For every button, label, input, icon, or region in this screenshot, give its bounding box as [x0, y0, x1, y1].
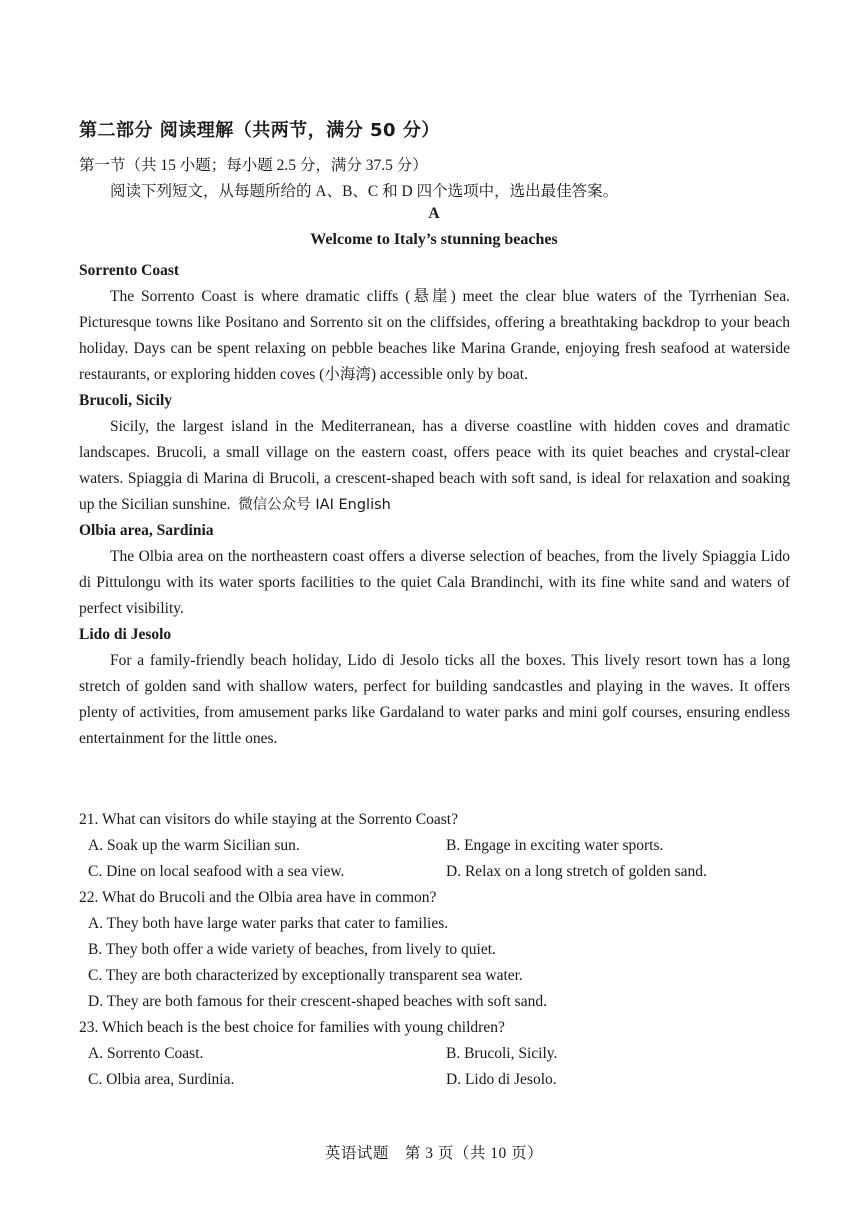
option-a: A. Soak up the warm Sicilian sun. — [88, 837, 300, 854]
part-title: 第二部分 阅读理解（共两节，满分 50 分） — [79, 120, 440, 141]
page-footer: 英语试题 第 3 页（共 10 页） — [324, 1145, 544, 1162]
passage-title: Welcome to Italy’s stunning beaches — [310, 231, 558, 248]
question-stem: 21. What can visitors do while staying at the Sorrento Coast? — [79, 811, 458, 828]
section-paragraph: For a family-friendly beach holiday, Lido di Jesolo ticks all the boxes. This lively resort town has a long stretch of golden sand with shallow waters, perfect for building sandcastles and playing in the waves. It offers plenty of activities, from amusement parks like Gardaland to water parks and mini golf courses, ensuring endless entertainment for the little ones. — [79, 652, 790, 747]
option-d: D. Relax on a long stretch of golden sand. — [446, 863, 707, 880]
section-heading: Brucoli, Sicily — [79, 392, 172, 409]
question — [79, 1015, 790, 1093]
option-b: B. Engage in exciting water sports. — [446, 837, 664, 854]
option-c: C. They are both characterized by exceptionally transparent sea water. — [88, 967, 523, 984]
reading-passage — [79, 258, 790, 752]
question-stem: 22. What do Brucoli and the Olbia area have in common? — [79, 889, 437, 906]
option-a: A. Sorrento Coast. — [88, 1045, 204, 1062]
question-stem: 23. Which beach is the best choice for families with young children? — [79, 1019, 505, 1036]
watermark-text: 微信公众号 IAI English — [238, 497, 391, 513]
section-paragraph — [79, 414, 790, 518]
option-b: B. Brucoli, Sicily. — [446, 1045, 558, 1062]
section-heading: Olbia area, Sardinia — [79, 522, 214, 539]
instructions: 阅读下列短文，从每题所给的 A、B、C 和 D 四个选项中，选出最佳答案。 — [110, 183, 619, 200]
option-row — [79, 1067, 790, 1093]
passage-label: A — [428, 205, 440, 222]
paragraph-text: Sicily, the largest island in the Mediterranean, has a diverse coastline with hidden coves and dramatic landscapes. Brucoli, a small village on the eastern coast, offers peace with its quiet beaches and crystal-clear waters. Spiaggia di Marina di Brucoli, a crescent-shaped beach with soft sand, is ideal for relaxation and soaking up the Sicilian sunshine. — [79, 418, 790, 513]
question — [79, 885, 790, 1015]
option-a: A. They both have large water parks that cater to families. — [88, 915, 449, 932]
option-row — [79, 1041, 790, 1067]
option-c: C. Olbia area, Surdinia. — [88, 1071, 235, 1088]
section-paragraph: The Olbia area on the northeastern coast offers a diverse selection of beaches, from the lively Spiaggia Lido di Pittulongu with its water sports facilities to the quiet Cala Brandinchi, with its fine white sand and waters of perfect visibility. — [79, 548, 790, 617]
section-title: 第一节（共 15 小题；每小题 2.5 分，满分 37.5 分） — [79, 157, 428, 174]
section-paragraph: The Sorrento Coast is where dramatic cliffs (悬崖) meet the clear blue waters of the Tyrrhenian Sea. Picturesque towns like Positano and Sorrento sit on the cliffsides, offering a breathtaking backdrop to your beach holiday. Days can be spent relaxing on pebble beaches like Marina Grande, enjoying fresh seafood at waterside restaurants, or exploring hidden coves (小海湾) accessible only by boat. — [79, 288, 790, 383]
option-b: B. They both offer a wide variety of beaches, from lively to quiet. — [88, 941, 496, 958]
option-d: D. They are both famous for their crescent-shaped beaches with soft sand. — [88, 993, 547, 1010]
question-list — [79, 807, 790, 1093]
question — [79, 807, 790, 885]
section-heading: Lido di Jesolo — [79, 626, 172, 643]
option-d: D. Lido di Jesolo. — [446, 1071, 557, 1088]
option-c: C. Dine on local seafood with a sea view. — [88, 863, 345, 880]
option-row — [79, 833, 790, 859]
option-row — [79, 859, 790, 885]
section-heading: Sorrento Coast — [79, 262, 180, 279]
